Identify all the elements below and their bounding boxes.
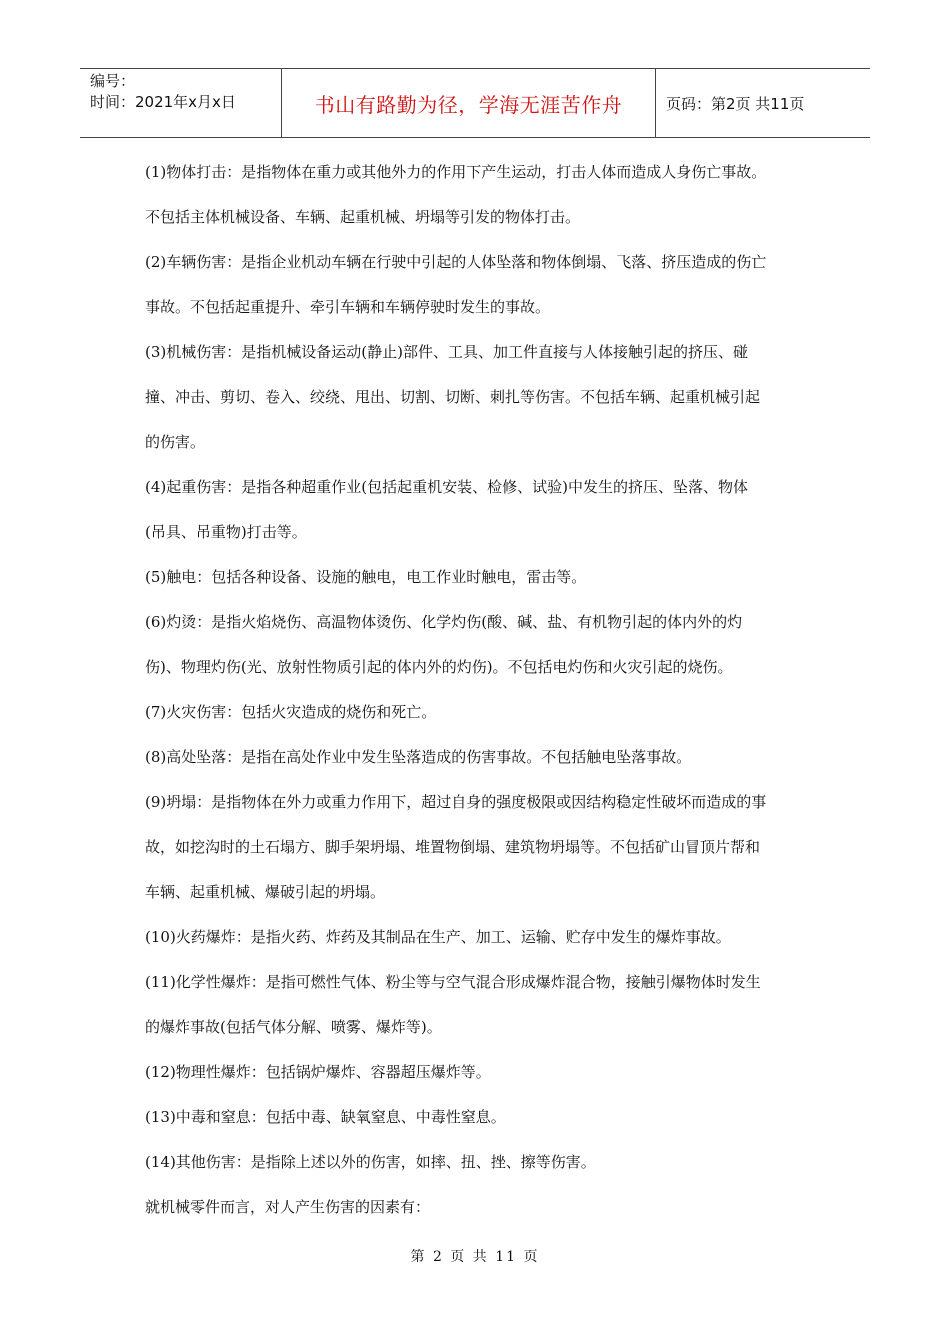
text-line: (吊具、吊重物)打击等。 xyxy=(145,523,307,541)
header-page-info: 页码：第2页 共11页 xyxy=(666,94,805,113)
text-line: 的爆炸事故(包括气体分解、喷雾、爆炸等)。 xyxy=(145,1018,442,1036)
page-footer: 第 2 页 共 11 页 xyxy=(410,1249,540,1265)
text-line: 的伤害。 xyxy=(145,433,206,451)
date-label: 时间：2021年x月x日 xyxy=(90,93,236,111)
header-meta xyxy=(80,69,282,137)
text-line: (11)化学性爆炸：是指可燃性气体、粉尘等与空气混合形成爆炸混合物，接触引爆物体时发生 xyxy=(145,973,761,991)
text-line: 车辆、起重机械、爆破引起的坍塌。 xyxy=(145,883,386,901)
text-line: (8)高处坠落：是指在高处作业中发生坠落造成的伤害事故。不包括触电坠落事故。 xyxy=(145,748,692,766)
text-line: 故，如挖沟时的土石塌方、脚手架坍塌、堆置物倒塌、建筑物坍塌等。不包括矿山冒顶片帮和 xyxy=(145,838,761,856)
text-line: (9)坍塌：是指物体在外力或重力作用下，超过自身的强度极限或因结构稳定性破坏而造成的事 xyxy=(145,793,767,811)
text-line: 伤)、物理灼伤(光、放射性物质引起的体内外的灼伤)。不包括电灼伤和火灾引起的烧伤。 xyxy=(145,658,733,676)
text-line: (10)火药爆炸：是指火药、炸药及其制品在生产、加工、运输、贮存中发生的爆炸事故。 xyxy=(145,928,731,946)
header-motto: 书山有路勤为径，学海无涯苦作舟 xyxy=(282,69,656,137)
text-line: 就机械零件而言，对人产生伤害的因素有： xyxy=(145,1198,431,1216)
text-line: 事故。不包括起重提升、牵引车辆和车辆停驶时发生的事故。 xyxy=(145,298,551,316)
text-line: 撞、冲击、剪切、卷入、绞绕、甩出、切割、切断、刺扎等伤害。不包括车辆、起重机械引起 xyxy=(145,388,761,406)
text-line: (4)起重伤害：是指各种超重作业(包括起重机安装、检修、试验)中发生的挤压、坠落、物体 xyxy=(145,478,748,496)
text-line: (7)火灾伤害：包括火灾造成的烧伤和死亡。 xyxy=(145,703,437,721)
text-line: 不包括主体机械设备、车辆、起重机械、坍塌等引发的物体打击。 xyxy=(145,208,581,226)
text-line: (5)触电：包括各种设备、设施的触电，电工作业时触电，雷击等。 xyxy=(145,568,587,586)
text-line: (6)灼烫：是指火焰烧伤、高温物体烫伤、化学灼伤(酸、碱、盐、有机物引起的体内外的灼 xyxy=(145,613,743,631)
text-line: (13)中毒和窒息：包括中毒、缺氧窒息、中毒性窒息。 xyxy=(145,1108,506,1126)
document-body xyxy=(145,152,815,1232)
page-header xyxy=(80,68,870,138)
text-line: (2)车辆伤害：是指企业机动车辆在行驶中引起的人体坠落和物体倒塌、飞落、挤压造成的伤亡 xyxy=(145,253,767,271)
text-line: (3)机械伤害：是指机械设备运动(静止)部件、工具、加工件直接与人体接触引起的挤压、碰 xyxy=(145,343,748,361)
text-line: (12)物理性爆炸：包括锅炉爆炸、容器超压爆炸等。 xyxy=(145,1063,491,1081)
number-label: 编号： xyxy=(90,72,136,90)
text-line: (14)其他伤害：是指除上述以外的伤害，如摔、扭、挫、擦等伤害。 xyxy=(145,1153,596,1171)
text-line: (1)物体打击：是指物体在重力或其他外力的作用下产生运动，打击人体而造成人身伤亡事故。 xyxy=(145,163,767,181)
